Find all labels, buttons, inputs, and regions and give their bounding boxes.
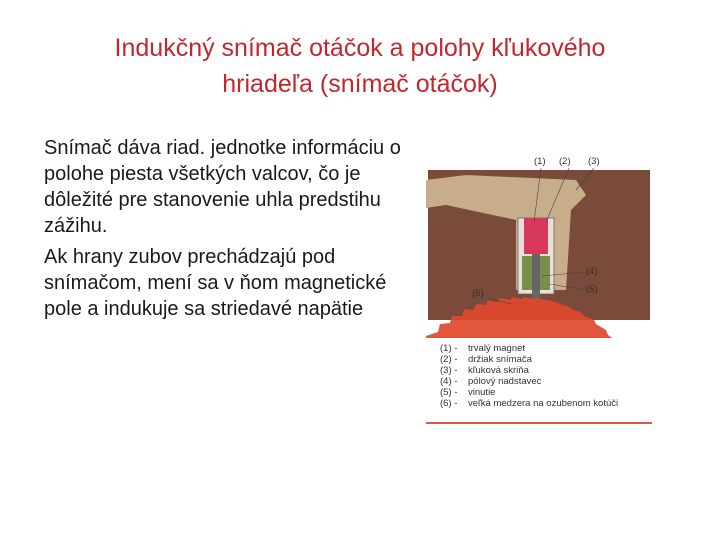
legend-text-4: pólový nadstavec (468, 376, 542, 387)
callout-6: (6) (472, 288, 484, 299)
legend-num-6: (6) - (440, 398, 458, 409)
title-line-1: Indukčný snímač otáčok a polohy kľukového (114, 34, 606, 62)
legend (426, 338, 654, 422)
legend-num-5: (5) - (440, 387, 458, 398)
legend-text-2: držiak snímača (468, 354, 532, 365)
callout-3: (3) (588, 156, 600, 167)
paragraph-2: Ak hrany zubov prechádzajú pod snímačom, mení sa v ňom magnetické pole a indukuje sa striedavé napätie (44, 246, 387, 320)
callout-1: (1) (534, 156, 546, 167)
paragraph-1: Snímač dáva riad. jednotke informáciu o polohe piesta všetkých valcov, čo je dôležité pre stanovenie uhla predstihu zážihu. (44, 137, 401, 237)
legend-text-5: vinutie (468, 387, 496, 398)
legend-text-6: veľká medzera na ozubenom kotúči (468, 398, 619, 409)
legend-num-2: (2) - (440, 354, 458, 365)
slide-title (40, 30, 680, 102)
legend-num-4: (4) - (440, 376, 458, 387)
callout-4: (4) (586, 266, 598, 277)
title-line-2: hriadeľa (snímač otáčok) (222, 70, 498, 98)
pole-piece (532, 254, 540, 300)
legend-text-3: kľuková skriňa (468, 365, 529, 376)
sensor-figure (426, 140, 654, 424)
body-text (44, 135, 414, 327)
callout-5: (5) (586, 284, 598, 295)
permanent-magnet (524, 218, 548, 254)
legend-num-1: (1) - (440, 343, 458, 354)
legend-text-1: trvalý magnet (468, 343, 526, 354)
legend-num-3: (3) - (440, 365, 458, 376)
callout-2: (2) (559, 156, 571, 167)
sensor-diagram (426, 140, 654, 424)
